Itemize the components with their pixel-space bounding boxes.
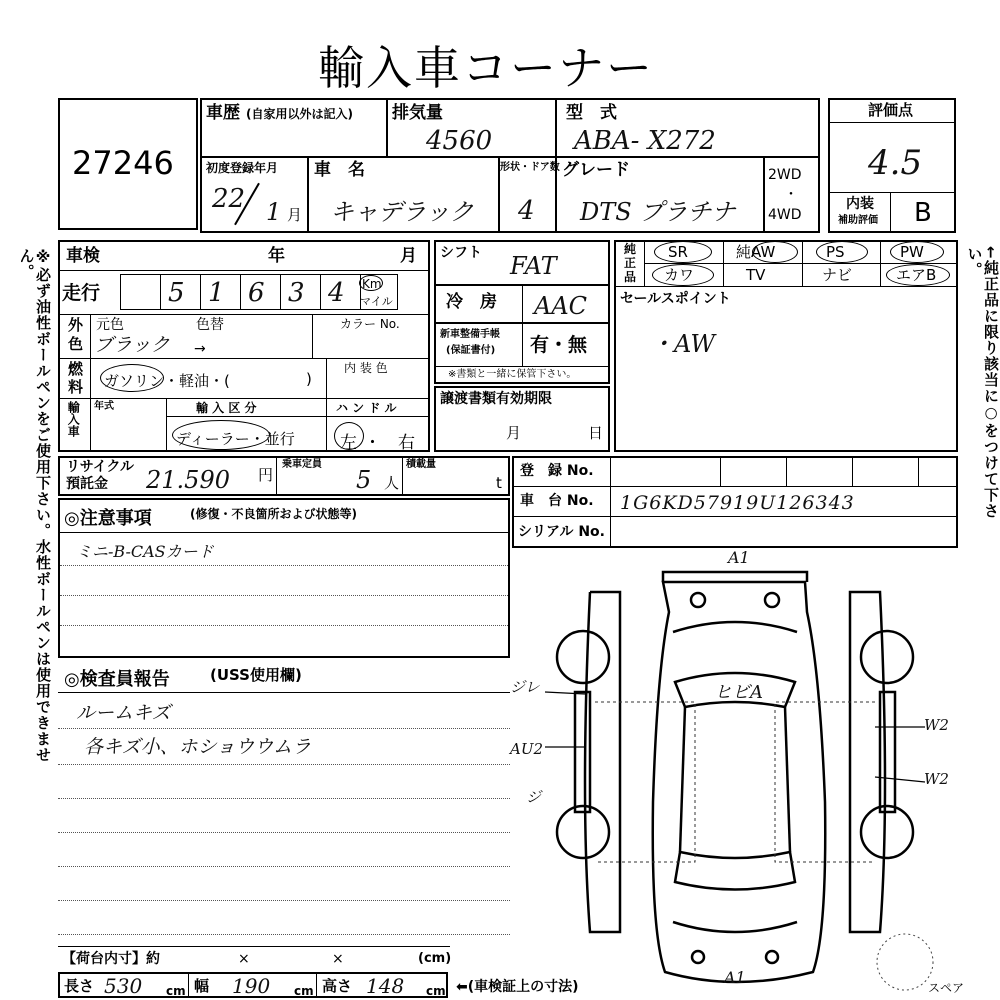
interior-color-label: 内 装 色 [344, 361, 388, 375]
diagram-left-mark: ジ [526, 788, 542, 806]
cargo-label: 【荷台内寸】約 [62, 951, 160, 967]
equip-pw-circle [890, 241, 944, 263]
inspector-subtitle: (USS使用欄) [210, 666, 302, 684]
fuel-options: ガソリン・軽油・( [104, 372, 230, 390]
km-label: Km [362, 277, 382, 291]
score-label: 評価点 [868, 101, 914, 119]
equipment-label-1: 純 [624, 242, 637, 256]
color-no-label: カラー No. [340, 317, 400, 331]
load-unit: t [496, 474, 502, 492]
ext-color-label-2: 色 [68, 335, 84, 353]
import-dealer-circle [172, 420, 270, 450]
page-title: 輸入車コーナー [318, 41, 654, 95]
aircon-label: 冷 房 [446, 292, 497, 312]
original-color: ブラック [94, 334, 170, 356]
notes-title: ◎注意事項 [64, 508, 152, 529]
inspector-line: 各キズ小、ホショウウムラ [84, 736, 312, 758]
maintenance-note: ※書類と一緒に保管下さい。 [448, 369, 577, 380]
fuel-gasoline-circle [100, 364, 164, 392]
handle-label: ハ ン ド ル [336, 401, 397, 415]
import-type-label: 輸 入 区 分 [196, 401, 257, 415]
interior-sub: 補助評価 [838, 215, 878, 226]
handle-right: 右 [398, 433, 415, 453]
diagram-left-mark: ジレ [510, 678, 540, 696]
handle-left-circle [334, 422, 364, 450]
equipment-label-2: 正 [624, 256, 637, 270]
mile-label: マイル [360, 295, 393, 308]
drive-4wd: 4WD [768, 207, 802, 223]
first-reg-month: 1 [266, 198, 282, 226]
doors-label: 形状・ドア数 [500, 162, 560, 173]
km-circle [359, 275, 383, 291]
doors-value: 4 [518, 196, 535, 226]
mileage-digit: 6 [248, 278, 265, 308]
fuel-label-2: 料 [68, 378, 84, 396]
diagram-right-mark: W2 [924, 716, 949, 734]
serial-label: シリアル No. [518, 524, 605, 540]
mileage-label: 走行 [62, 282, 101, 304]
dimensions-note: ⬅(車検証上の寸法) [456, 979, 579, 995]
load-label: 積載量 [406, 459, 436, 470]
maintenance-value: 有・無 [530, 334, 588, 356]
displacement-label: 排気量 [392, 103, 443, 123]
recycle-amount: 21.590 [146, 466, 230, 494]
equip-airbag: エアB [896, 266, 937, 284]
aircon-value: AAC [534, 292, 588, 320]
interior-score: B [914, 198, 932, 228]
history-note: (自家用以外は記入) [246, 107, 353, 121]
first-reg-label: 初度登録年月 [206, 161, 279, 175]
equip-pw: PW [900, 243, 924, 261]
left-side-note: ※必ず油性ボールペンをご使用下さい。水性ボールペンは使用できません。 [17, 248, 52, 763]
shaken-year-unit: 年 [268, 246, 285, 266]
sales-point-text: ・AW [650, 330, 716, 358]
spare-label: スペア [928, 981, 965, 995]
notes-subtitle: (修復・不良箇所および状態等) [190, 507, 357, 521]
equip-aw-circle [752, 241, 798, 263]
mileage-digit: 5 [168, 278, 185, 308]
notes-line: ミニ-B-CASカード [76, 542, 214, 561]
transfer-day-unit: 日 [588, 424, 604, 442]
recycle-label-1: リサイクル [66, 459, 135, 475]
maintenance-label-2: (保証書付) [446, 345, 496, 356]
equip-leather: カワ [664, 266, 695, 284]
chassis-number: 1G6KD57919U126343 [620, 492, 855, 514]
diagram-right-mark: W2 [924, 770, 949, 788]
import-label: 輸入車 [66, 401, 81, 437]
equip-navi: ナビ [822, 266, 853, 284]
diagram-roof-mark: ヒビA [714, 682, 763, 703]
first-reg-month-unit: 月 [287, 206, 303, 224]
capacity-label: 乗車定員 [282, 459, 322, 470]
grade-label: グレード [562, 160, 630, 180]
lot-number: 27246 [72, 144, 174, 182]
ext-color-label-1: 外 [68, 316, 84, 334]
shift-value: FAT [510, 252, 557, 280]
maintenance-label-1: 新車整備手帳 [440, 329, 500, 340]
diagram-left-mark: AU2 [510, 740, 544, 758]
fuel-label-1: 燃 [68, 360, 84, 378]
recycle-label-2: 預託金 [66, 476, 108, 492]
import-type-options: ディーラー・並行 [176, 430, 295, 448]
cargo-unit: (cm) [418, 951, 452, 966]
car-name: キャデラック [330, 198, 474, 226]
equip-aw: 純AW [736, 243, 776, 261]
right-side-note: ←純正品に限り該当に○をつけて下さい。 [965, 246, 1000, 519]
grade-value: DTS プラチナ [580, 198, 736, 226]
transfer-month-unit: 月 [506, 424, 522, 442]
drive-2wd: 2WD [768, 167, 802, 183]
length-unit: cm [166, 984, 186, 998]
sales-point-label: セールスポイント [620, 291, 731, 307]
handle-sep: ・ [364, 433, 381, 453]
color-change-label: 色替 [196, 317, 224, 333]
height-unit: cm [426, 984, 446, 998]
equip-sr-circle [654, 241, 712, 263]
fuel-close: ) [306, 370, 312, 388]
inspector-line: ルームキズ [76, 702, 171, 724]
height-label: 高さ [322, 977, 353, 995]
transfer-label: 譲渡書類有効期限 [440, 391, 552, 407]
orig-color-label: 元色 [96, 317, 124, 333]
model-label: 型 式 [566, 103, 617, 123]
capacity-value: 5 [356, 466, 372, 494]
history-label: 車歴 [206, 103, 240, 123]
height-value: 148 [366, 974, 405, 998]
car-name-label: 車 名 [314, 160, 365, 180]
width-value: 190 [232, 974, 271, 998]
cargo-x1: × [238, 951, 250, 967]
equip-airbag-circle [886, 264, 950, 286]
first-reg-year: 22 [212, 184, 246, 214]
cargo-x2: × [332, 951, 344, 967]
mileage-digit: 3 [288, 278, 305, 308]
drive-dot: ・ [784, 187, 798, 203]
width-unit: cm [294, 984, 314, 998]
capacity-unit: 人 [384, 474, 400, 492]
inspector-title: ◎検査員報告 [64, 669, 170, 690]
handle-left: 左 [340, 433, 357, 453]
diagram-rear-mark: A1 [724, 968, 746, 987]
shift-label: シフト [440, 245, 482, 261]
shaken-month-unit: 月 [400, 246, 417, 266]
displacement-value: 4560 [426, 126, 493, 156]
mileage-digit: 4 [328, 278, 345, 308]
chassis-label: 車 台 No. [520, 493, 594, 509]
interior-label: 内装 [846, 196, 874, 212]
equipment-label-3: 品 [624, 270, 637, 284]
score-value: 4.5 [868, 143, 923, 183]
equip-ps-circle [816, 241, 868, 263]
equip-ps: PS [826, 243, 845, 261]
diagram-front-mark: A1 [728, 548, 750, 567]
car-body-diagram [545, 548, 965, 995]
mileage-digit: 1 [208, 278, 225, 308]
import-year-label: 年式 [94, 401, 114, 412]
length-label: 長さ [64, 977, 95, 995]
equip-sr: SR [668, 243, 688, 261]
color-arrow: → [194, 341, 206, 357]
width-label: 幅 [194, 977, 210, 995]
shaken-label: 車検 [66, 246, 100, 266]
reg-no-label: 登 録 No. [520, 463, 594, 479]
equip-leather-circle [652, 264, 714, 286]
model-code: ABA- X272 [574, 126, 716, 156]
equip-tv: TV [746, 266, 766, 284]
length-value: 530 [104, 974, 143, 998]
recycle-yen: 円 [258, 466, 274, 484]
